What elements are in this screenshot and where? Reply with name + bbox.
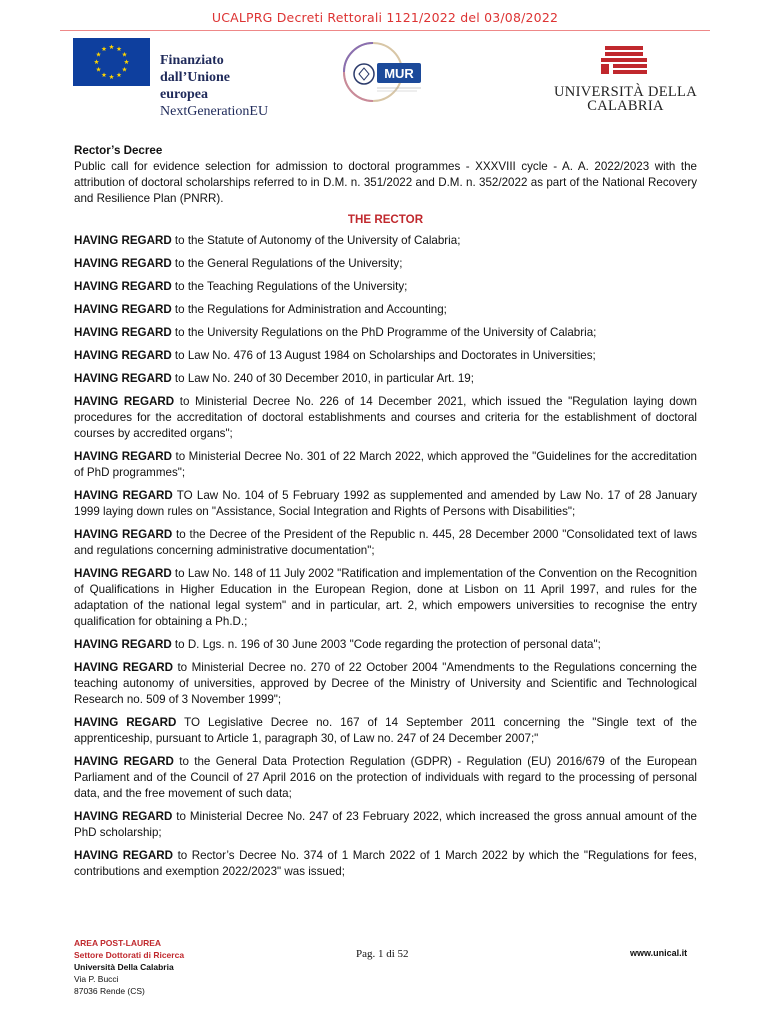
having-regard-paragraph bbox=[74, 848, 697, 880]
having-regard-lead: HAVING REGARD bbox=[74, 528, 173, 541]
having-regard-lead: HAVING REGARD bbox=[74, 450, 172, 463]
having-regard-lead: HAVING REGARD bbox=[74, 810, 173, 823]
having-regard-lead: HAVING REGARD bbox=[74, 326, 172, 339]
having-regard-lead: HAVING REGARD bbox=[74, 257, 172, 270]
having-regard-paragraph bbox=[74, 809, 697, 841]
having-regard-text: to Ministerial Decree No. 301 of 22 March 2022, which approved the "Guidelines for the accreditation of PhD programmes"; bbox=[74, 450, 697, 479]
having-regard-text: to the General Regulations of the University; bbox=[171, 257, 403, 270]
having-regard-lead: HAVING REGARD bbox=[74, 661, 173, 674]
having-regard-lead: HAVING REGARD bbox=[74, 280, 172, 293]
footer-street: Via P. Bucci bbox=[74, 974, 119, 984]
unical-emblem-icon bbox=[553, 42, 698, 80]
having-regard-lead: HAVING REGARD bbox=[74, 349, 172, 362]
having-regard-paragraph bbox=[74, 325, 697, 341]
having-regard-text: to Rector’s Decree No. 374 of 1 March 2022 of 1 March 2022 by which the "Regulations for fees, contributions and exemption 2022/2023" was issued; bbox=[74, 849, 697, 878]
having-regard-paragraph bbox=[74, 660, 697, 708]
eu-flag-icon bbox=[73, 38, 150, 86]
eu-label-line3: europea bbox=[160, 87, 208, 102]
having-regard-paragraph bbox=[74, 449, 697, 481]
having-regard-text: to D. Lgs. n. 196 of 30 June 2003 "Code regarding the protection of personal data"; bbox=[171, 638, 601, 651]
having-regard-lead: HAVING REGARD bbox=[74, 303, 172, 316]
having-regard-lead: HAVING REGARD bbox=[74, 716, 177, 729]
eu-label-line4: NextGenerationEU bbox=[160, 104, 269, 119]
having-regard-text: to Law No. 476 of 13 August 1984 on Scholarships and Doctorates in Universities; bbox=[171, 349, 596, 362]
having-regard-paragraph bbox=[74, 256, 697, 272]
having-regard-text: to the General Data Protection Regulation (GDPR) - Regulation (EU) 2016/679 of the European Parliament and of the Council of 27 April 2016 on the protection of individuals with regard to the processing of personal data, and the free movement of such data; bbox=[74, 755, 697, 800]
having-regard-list bbox=[74, 233, 697, 880]
footer-university: Università Della Calabria bbox=[74, 962, 174, 972]
having-regard-lead: HAVING REGARD bbox=[74, 395, 175, 408]
having-regard-paragraph bbox=[74, 233, 697, 249]
having-regard-paragraph bbox=[74, 371, 697, 387]
having-regard-paragraph bbox=[74, 527, 697, 559]
having-regard-lead: HAVING REGARD bbox=[74, 489, 173, 502]
footer-area: AREA POST-LAUREA bbox=[74, 938, 162, 948]
mur-logo-text: MUR bbox=[384, 66, 414, 81]
eu-label-line2: dall’Unione bbox=[160, 70, 231, 85]
eu-label-line1: Finanziato bbox=[160, 53, 224, 68]
page-number: Pag. 1 di 52 bbox=[356, 948, 409, 960]
having-regard-text: to Law No. 240 of 30 December 2010, in particular Art. 19; bbox=[171, 372, 474, 385]
having-regard-lead: HAVING REGARD bbox=[74, 849, 174, 862]
having-regard-paragraph bbox=[74, 348, 697, 364]
unical-name-line2: CALABRIA bbox=[587, 98, 664, 114]
footer-office bbox=[74, 937, 184, 997]
having-regard-lead: HAVING REGARD bbox=[74, 372, 172, 385]
decree-call-description: Public call for evidence selection for admission to doctoral programmes - XXXVIII cycle - A. A. 2022/2023 with the attribution of doctoral scholarships referred to in D.M. n. 351/2022 and D.M. n. 352/2022 as part of the National Recovery and Resilience Plan (PNRR). bbox=[74, 160, 697, 205]
having-regard-lead: HAVING REGARD bbox=[74, 638, 172, 651]
having-regard-text: to Ministerial Decree No. 226 of 14 December 2021, which issued the "Regulation laying down procedures for the accreditation of doctoral establishments and courses and criteria for the establishment of doctoral courses by accredited organs"; bbox=[74, 395, 697, 440]
having-regard-text: to the Statute of Autonomy of the University of Calabria; bbox=[171, 234, 461, 247]
mur-logo bbox=[337, 38, 447, 106]
having-regard-text: TO Legislative Decree no. 167 of 14 September 2011 concerning the "Single text of the apprenticeship, pursuant to Article 1, paragraph 30, of Law no. 247 of 24 December 2007;" bbox=[74, 716, 697, 745]
having-regard-paragraph bbox=[74, 302, 697, 318]
rector-heading: THE RECTOR bbox=[347, 213, 424, 226]
having-regard-paragraph bbox=[74, 754, 697, 802]
eu-funding-label bbox=[160, 52, 268, 120]
protocol-stamp: UCALPRG Decreti Rettorali 1121/2022 del 03/08/2022 bbox=[211, 10, 559, 25]
having-regard-text: to the University Regulations on the PhD Programme of the University of Calabria; bbox=[171, 326, 597, 339]
having-regard-lead: HAVING REGARD bbox=[74, 567, 172, 580]
decree-title: Rector’s Decree bbox=[74, 144, 163, 157]
having-regard-paragraph bbox=[74, 715, 697, 747]
decree-body bbox=[74, 143, 697, 887]
having-regard-paragraph bbox=[74, 488, 697, 520]
having-regard-text: to the Decree of the President of the Republic n. 445, 28 December 2000 "Consolidated text of laws and regulations concerning administrative documentation"; bbox=[74, 528, 697, 557]
having-regard-paragraph bbox=[74, 279, 697, 295]
having-regard-paragraph bbox=[74, 566, 697, 630]
having-regard-text: to Law No. 148 of 11 July 2002 "Ratification and implementation of the Convention on the Recognition of Qualifications in Higher Education in the European Region, done at Lisbon on 11 April 1997, and rules for the adaptation of the national legal system" and in particular, art. 2, which empowers universities to recognise the entry qualification for obtaining a Ph.D.; bbox=[74, 567, 698, 628]
unical-name-line1: UNIVERSITÀ DELLA bbox=[554, 84, 697, 100]
footer-city: 87036 Rende (CS) bbox=[74, 986, 145, 996]
having-regard-text: TO Law No. 104 of 5 February 1992 as supplemented and amended by Law No. 17 of 28 January 1999 laying down rules on "Assistance, Social Integration and Rights of Persons with Disabilities"; bbox=[74, 489, 697, 518]
having-regard-lead: HAVING REGARD bbox=[74, 234, 172, 247]
having-regard-text: to the Regulations for Administration and Accounting; bbox=[171, 303, 447, 316]
having-regard-text: to Ministerial Decree no. 270 of 22 October 2004 "Amendments to the Regulations concerning the teaching autonomy of universities, approved by Decree of the Ministry of University and Scientific and Technological Research no. 509 of 3 November 1999"; bbox=[74, 661, 697, 706]
unical-logo bbox=[553, 42, 698, 112]
having-regard-text: to the Teaching Regulations of the University; bbox=[171, 280, 408, 293]
having-regard-text: to Ministerial Decree No. 247 of 23 February 2022, which increased the gross annual amount of the PhD scholarship; bbox=[74, 810, 697, 839]
having-regard-paragraph bbox=[74, 394, 697, 442]
footer-sector: Settore Dottorati di Ricerca bbox=[74, 950, 185, 960]
having-regard-lead: HAVING REGARD bbox=[74, 755, 174, 768]
having-regard-paragraph bbox=[74, 637, 697, 653]
website-link[interactable]: www.unical.it bbox=[630, 948, 688, 958]
stamp-underline bbox=[60, 30, 710, 31]
